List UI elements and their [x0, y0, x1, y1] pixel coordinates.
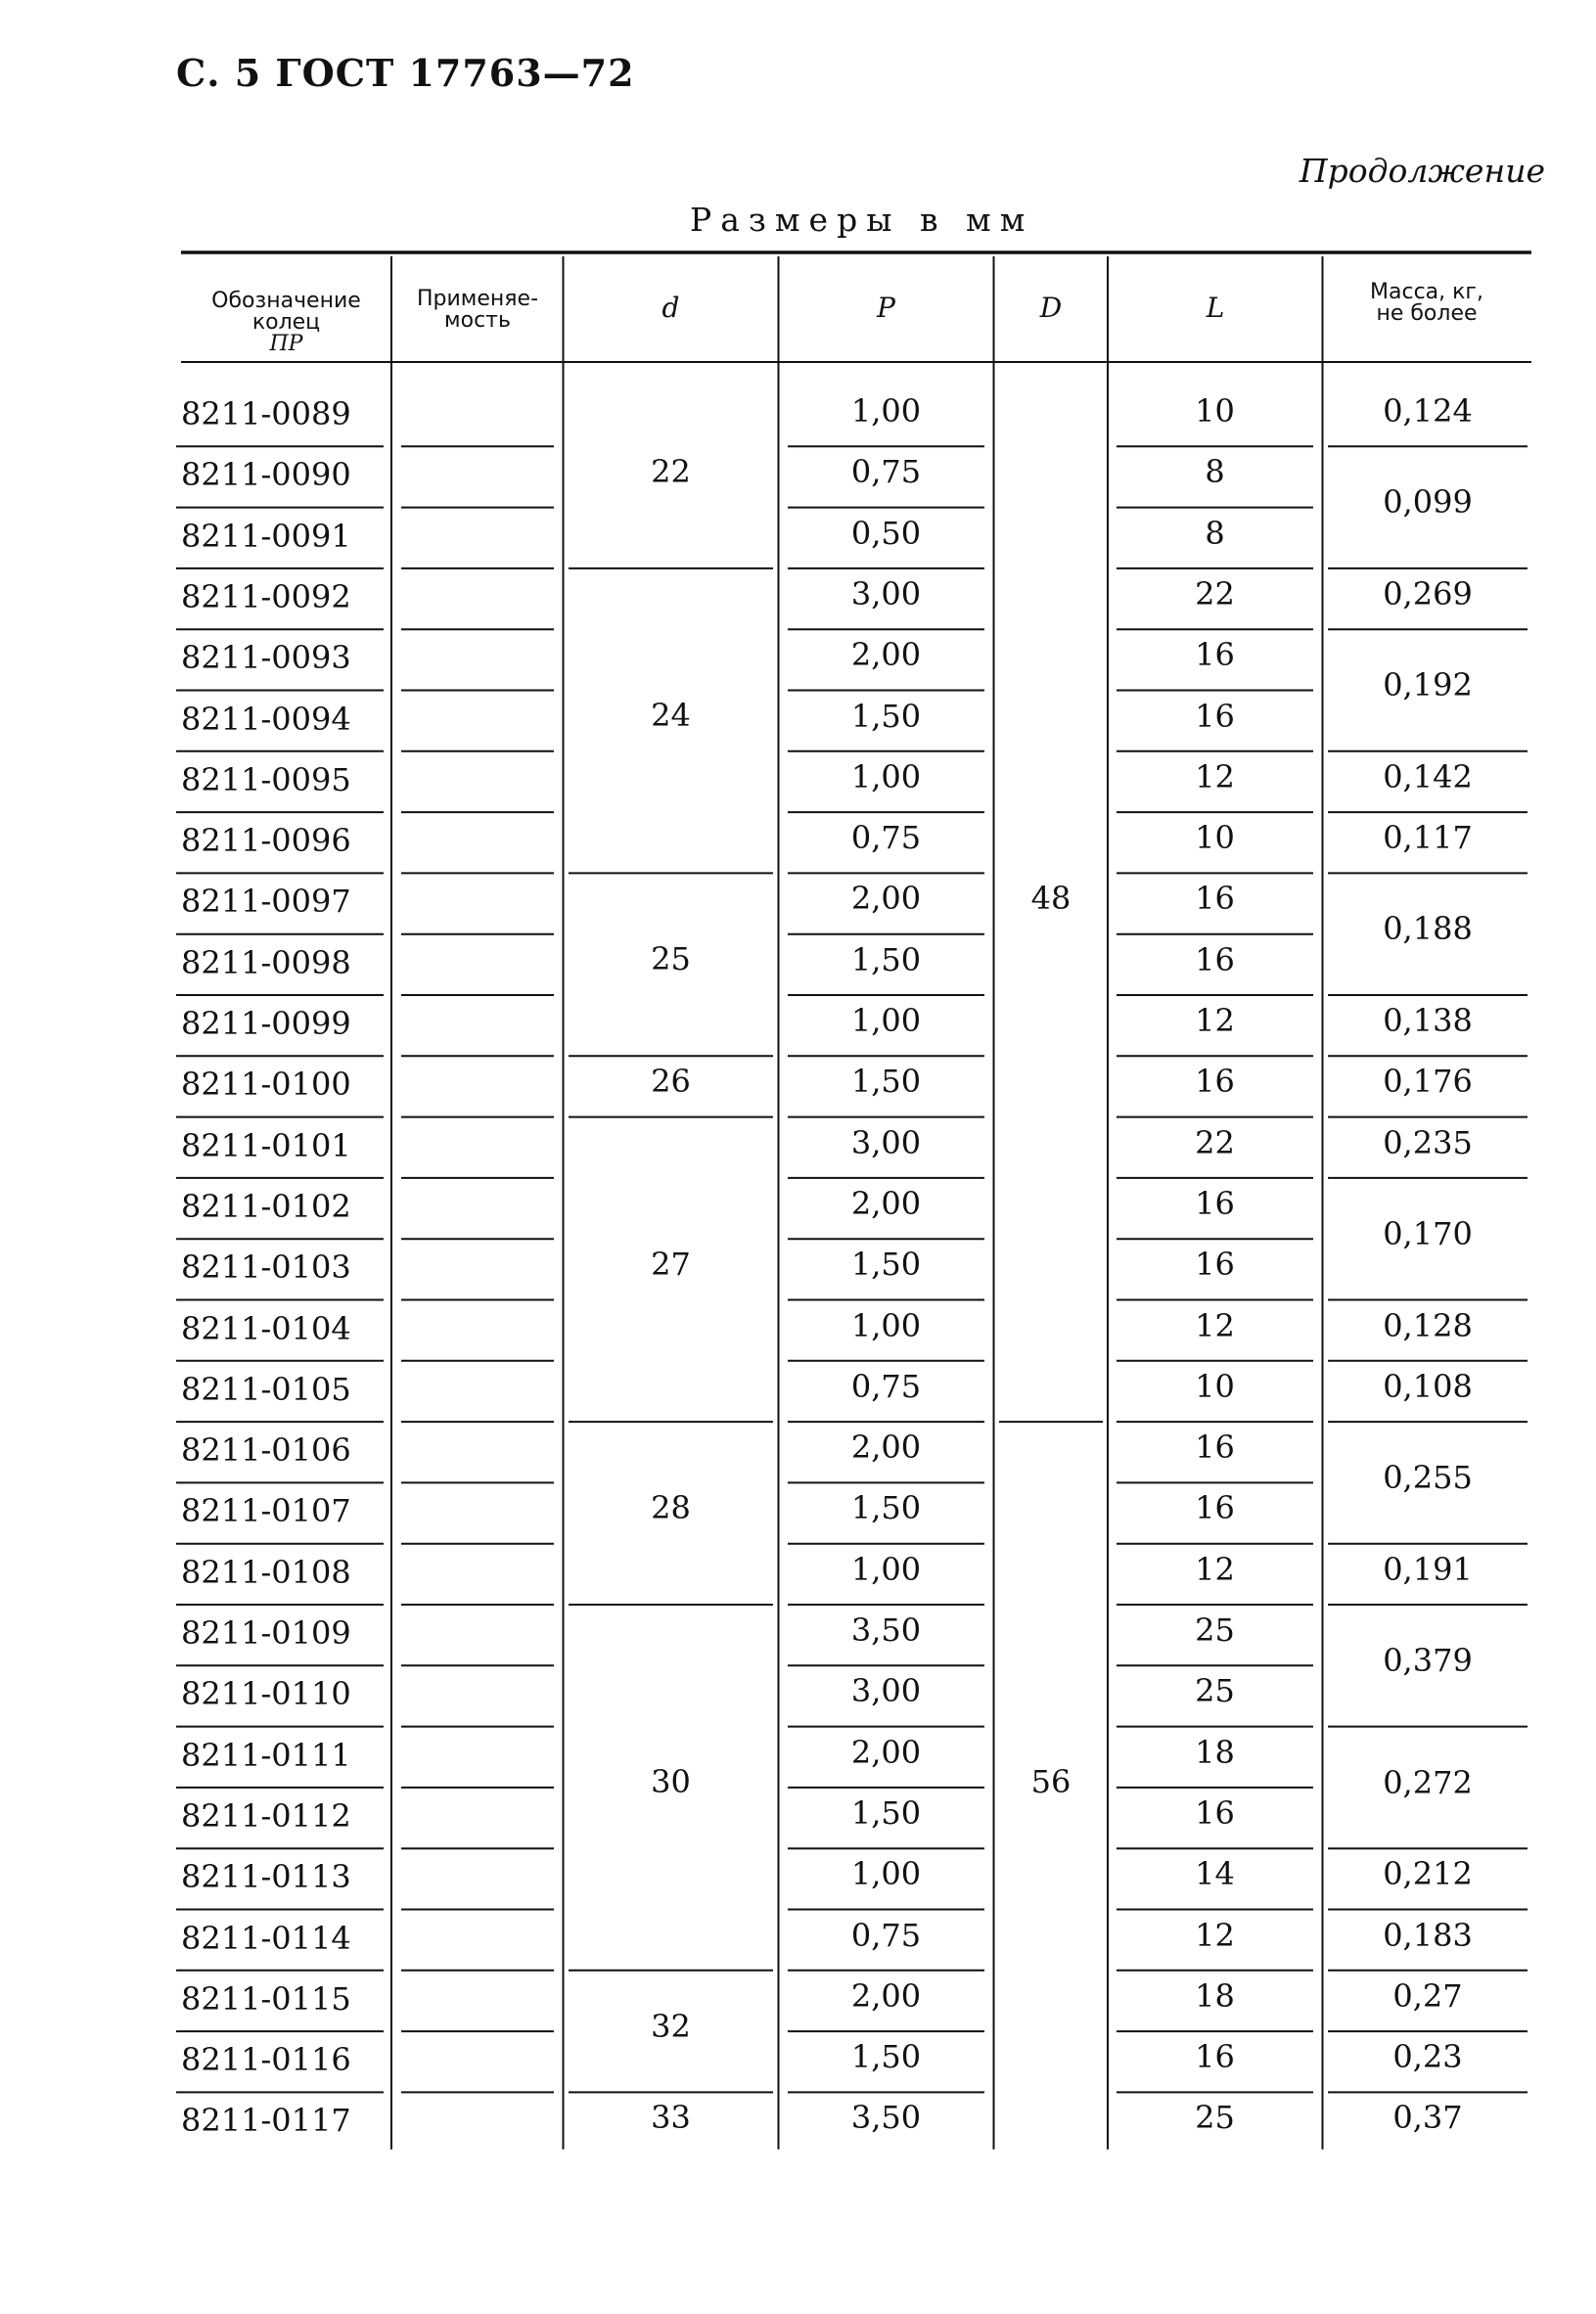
- mass-value: 0,176: [1383, 1063, 1473, 1101]
- page-label: С. 5 ГОСТ 17763—72: [176, 51, 635, 95]
- mass-value: 0,108: [1383, 1367, 1473, 1405]
- ring-designation: 8211-0096: [181, 822, 351, 860]
- mass-value: 0,192: [1383, 666, 1473, 704]
- mass-value: 0,269: [1383, 574, 1473, 613]
- ring-designation: 8211-0103: [181, 1248, 351, 1287]
- ring-designation: 8211-0108: [181, 1553, 351, 1591]
- pitch-P: 1,00: [850, 1550, 922, 1588]
- diameter-d: 33: [651, 2099, 691, 2137]
- pitch-P: 1,00: [850, 392, 922, 430]
- length-L: 16: [1195, 1184, 1235, 1222]
- ring-designation: 8211-0097: [181, 883, 351, 921]
- pitch-P: 2,00: [850, 1976, 922, 2015]
- mass-value: 0,117: [1383, 819, 1473, 857]
- length-L: 8: [1205, 453, 1225, 491]
- ring-designation: 8211-0099: [181, 1005, 351, 1042]
- mass-value: 0,128: [1383, 1306, 1473, 1344]
- mass-value: 0,099: [1383, 483, 1473, 522]
- units-caption: Размеры в мм: [690, 201, 1034, 239]
- ring-designation: 8211-0110: [181, 1675, 351, 1713]
- pitch-P: 3,00: [850, 1123, 922, 1161]
- ring-designation: 8211-0105: [181, 1370, 351, 1408]
- ring-designation: 8211-0114: [181, 1919, 351, 1957]
- mass-value: 0,183: [1383, 1916, 1473, 1954]
- ring-designation: 8211-0109: [181, 1614, 351, 1652]
- header-D: D: [1039, 292, 1063, 324]
- length-L: 14: [1195, 1855, 1235, 1893]
- ring-designation: 8211-0106: [181, 1431, 351, 1470]
- length-L: 16: [1195, 636, 1235, 674]
- ring-designation: 8211-0093: [181, 639, 351, 677]
- ring-designation: 8211-0107: [181, 1492, 351, 1530]
- header-mass: [1324, 282, 1529, 325]
- pitch-P: 2,00: [850, 1184, 922, 1222]
- ring-designation: 8211-0098: [181, 943, 351, 981]
- pitch-P: 0,75: [850, 819, 922, 857]
- mass-value: 0,27: [1392, 1976, 1463, 2015]
- pitch-P: 2,00: [850, 1733, 922, 1771]
- mass-value: 0,142: [1383, 757, 1473, 795]
- pitch-P: 2,00: [850, 1429, 922, 1467]
- mass-value: 0,255: [1383, 1459, 1473, 1497]
- ring-designation: 8211-0113: [181, 1858, 351, 1896]
- ring-designation: 8211-0111: [181, 1736, 351, 1774]
- pitch-P: 3,50: [850, 2099, 922, 2137]
- length-L: 10: [1195, 1367, 1235, 1405]
- pitch-P: 1,50: [850, 1793, 922, 1832]
- ring-designation: 8211-0112: [181, 1796, 351, 1835]
- pitch-P: 1,50: [850, 940, 922, 978]
- header-d: d: [661, 292, 680, 324]
- length-L: 12: [1195, 1002, 1235, 1039]
- length-L: 25: [1195, 2099, 1235, 2137]
- mass-value: 0,379: [1383, 1642, 1473, 1679]
- ring-designation: 8211-0117: [181, 2102, 351, 2140]
- header-mass-line2: не более: [1376, 301, 1478, 326]
- pitch-P: 0,50: [850, 514, 922, 552]
- length-L: 16: [1195, 940, 1235, 978]
- header-mass-line1: Масса, кг,: [1370, 280, 1483, 304]
- length-L: 25: [1195, 1672, 1235, 1710]
- pitch-P: 1,00: [850, 1855, 922, 1893]
- diameter-D: 56: [1030, 1763, 1072, 1801]
- header-P: P: [877, 292, 895, 324]
- header-designation-line1: Обозначение: [211, 289, 361, 313]
- length-L: 22: [1195, 1123, 1235, 1161]
- mass-value: 0,235: [1383, 1123, 1473, 1161]
- length-L: 16: [1195, 1429, 1235, 1467]
- diameter-d: 26: [651, 1063, 691, 1101]
- ring-designation: 8211-0116: [181, 2041, 351, 2079]
- pitch-P: 1,00: [850, 1306, 922, 1344]
- length-L: 18: [1195, 1976, 1235, 2015]
- pitch-P: 1,50: [850, 2038, 922, 2076]
- mass-value: 0,37: [1392, 2099, 1463, 2137]
- pitch-P: 3,50: [850, 1611, 922, 1649]
- length-L: 12: [1195, 1916, 1235, 1954]
- header-applicability-line2: мость: [444, 308, 511, 333]
- pitch-P: 2,00: [850, 880, 922, 918]
- header-applicability: [393, 289, 562, 332]
- length-L: 16: [1195, 1489, 1235, 1527]
- length-L: 16: [1195, 1246, 1235, 1284]
- length-L: 16: [1195, 2038, 1235, 2076]
- pitch-P: 1,50: [850, 1489, 922, 1527]
- pitch-P: 1,50: [850, 697, 922, 735]
- header-applicability-line1: Применяе-: [416, 287, 539, 311]
- ring-designation: 8211-0094: [181, 700, 351, 738]
- mass-value: 0,124: [1383, 392, 1473, 430]
- mass-value: 0,188: [1383, 910, 1473, 948]
- mass-value: 0,212: [1383, 1855, 1473, 1893]
- length-L: 25: [1195, 1611, 1235, 1649]
- header-designation-line2: колец: [251, 310, 321, 335]
- header-designation: [181, 291, 391, 355]
- length-L: 16: [1195, 880, 1235, 918]
- header-L: L: [1206, 292, 1225, 324]
- pitch-P: 2,00: [850, 636, 922, 674]
- pitch-P: 3,00: [850, 1672, 922, 1710]
- ring-designation: 8211-0091: [181, 517, 351, 555]
- pitch-P: 3,00: [850, 574, 922, 613]
- diameter-d: 25: [651, 940, 691, 978]
- length-L: 8: [1205, 514, 1225, 552]
- pitch-P: 0,75: [850, 1367, 922, 1405]
- length-L: 22: [1195, 574, 1235, 613]
- pitch-P: 1,50: [850, 1246, 922, 1284]
- length-L: 10: [1195, 392, 1235, 430]
- length-L: 10: [1195, 819, 1235, 857]
- ring-designation: 8211-0104: [181, 1309, 351, 1347]
- length-L: 16: [1195, 1793, 1235, 1832]
- pitch-P: 1,00: [850, 1002, 922, 1039]
- length-L: 12: [1195, 1550, 1235, 1588]
- diameter-d: 32: [651, 2007, 691, 2045]
- pitch-P: 0,75: [850, 453, 922, 491]
- length-L: 12: [1195, 757, 1235, 795]
- header-designation-line3: ПР: [269, 332, 303, 356]
- ring-designation: 8211-0089: [181, 395, 351, 432]
- diameter-d: 30: [651, 1763, 691, 1800]
- ring-designation: 8211-0092: [181, 577, 351, 615]
- mass-value: 0,191: [1383, 1550, 1473, 1588]
- diameter-d: 27: [651, 1245, 691, 1283]
- pitch-P: 1,50: [850, 1063, 922, 1101]
- ring-designation: 8211-0100: [181, 1066, 351, 1104]
- diameter-D: 48: [1030, 880, 1072, 917]
- ring-designation: 8211-0095: [181, 760, 351, 798]
- ring-designation: 8211-0101: [181, 1126, 351, 1164]
- length-L: 12: [1195, 1306, 1235, 1344]
- length-L: 18: [1195, 1733, 1235, 1771]
- ring-designation: 8211-0115: [181, 1979, 351, 2018]
- diameter-d: 28: [651, 1489, 691, 1527]
- pitch-P: 1,00: [850, 757, 922, 795]
- mass-value: 0,272: [1383, 1763, 1473, 1801]
- diameter-d: 24: [651, 696, 691, 734]
- mass-value: 0,138: [1383, 1002, 1473, 1039]
- mass-value: 0,170: [1383, 1214, 1473, 1252]
- ring-designation: 8211-0102: [181, 1187, 351, 1225]
- pitch-P: 0,75: [850, 1916, 922, 1954]
- diameter-d: 22: [651, 453, 691, 490]
- length-L: 16: [1195, 1063, 1235, 1101]
- continuation-label: Продолжение: [1299, 152, 1545, 190]
- length-L: 16: [1195, 697, 1235, 735]
- mass-value: 0,23: [1392, 2038, 1463, 2076]
- ring-designation: 8211-0090: [181, 456, 351, 494]
